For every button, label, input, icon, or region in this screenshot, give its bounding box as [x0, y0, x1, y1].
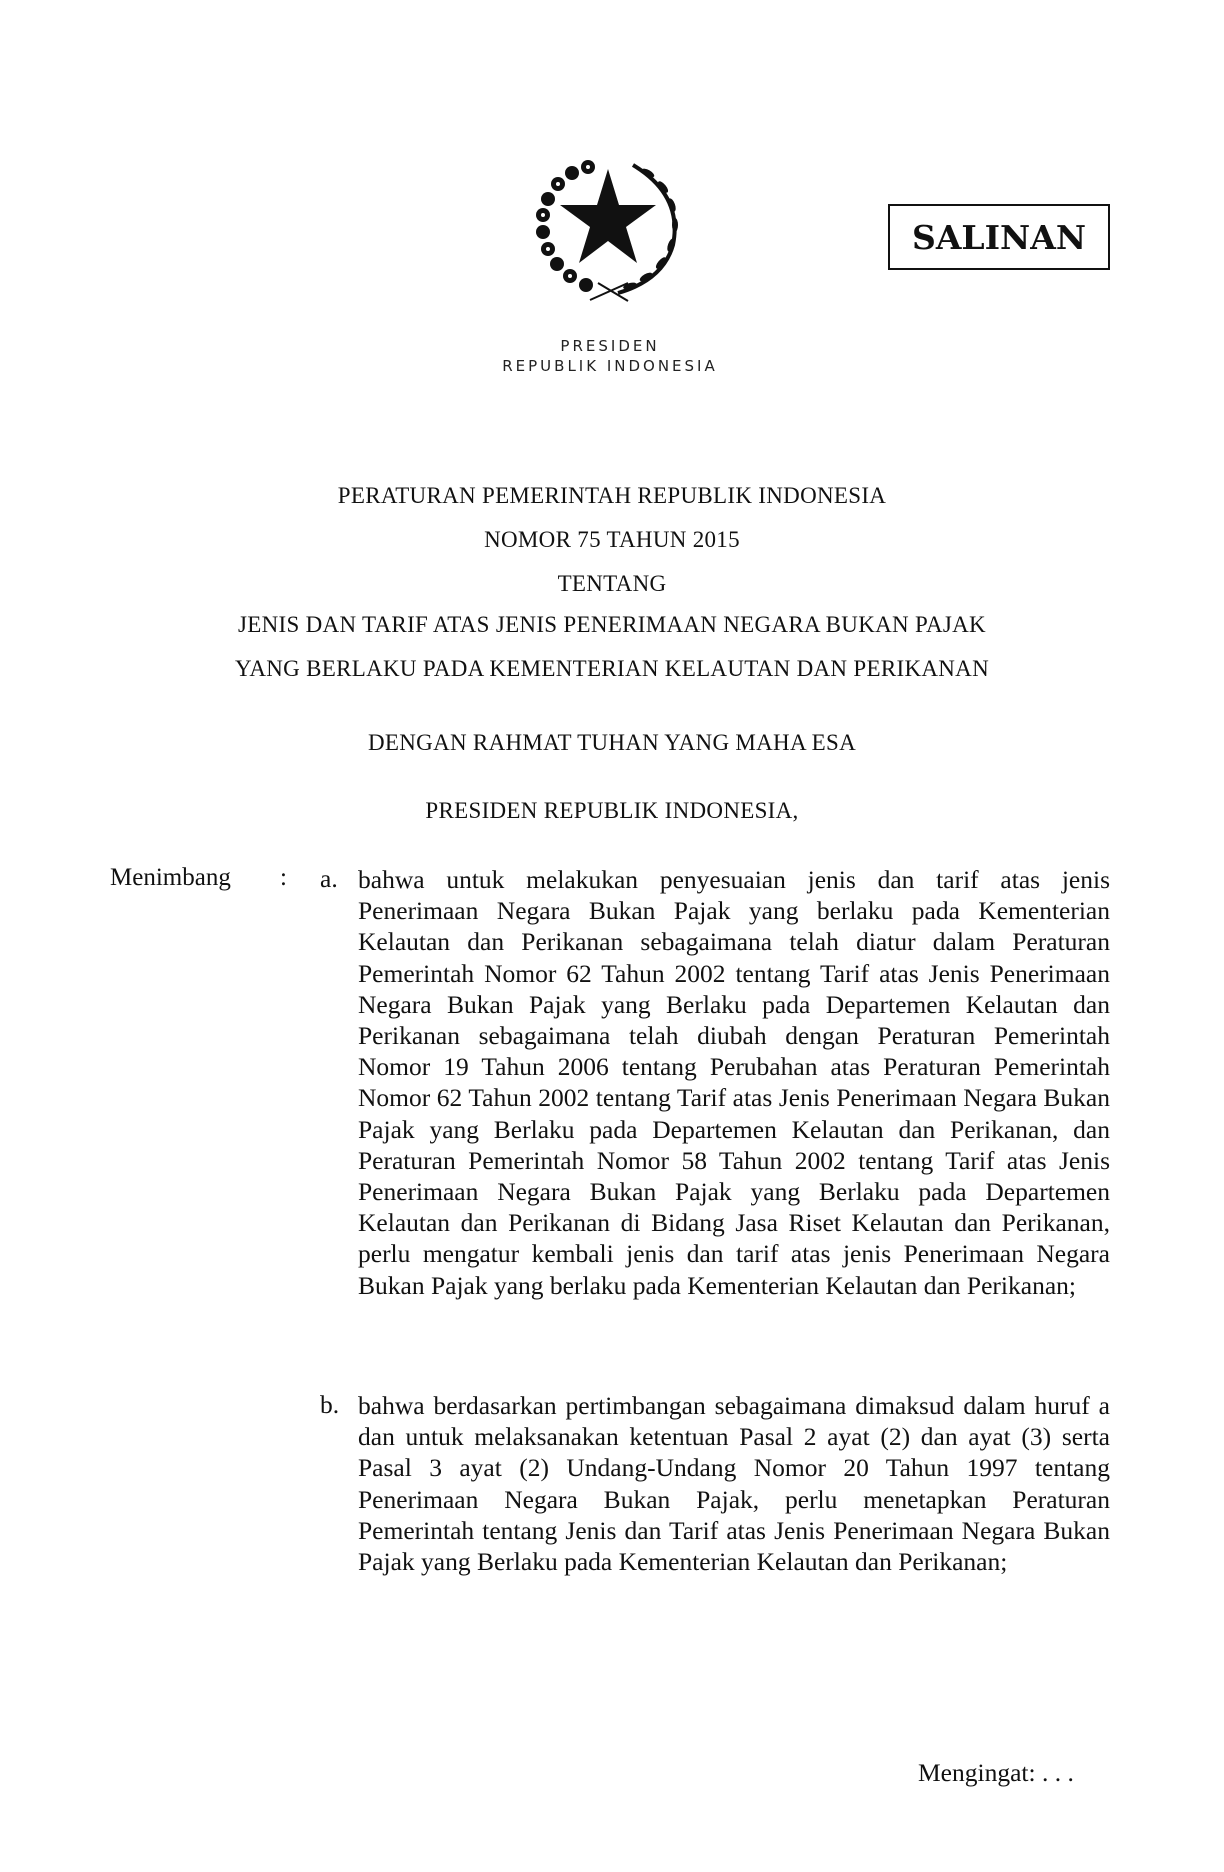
president-heading: PRESIDEN REPUBLIK INDONESIA,: [425, 798, 799, 823]
salinan-stamp: SALINAN: [888, 204, 1110, 270]
item-a-text: bahwa untuk melakukan penyesuaian jenis dan tarif atas jenis Penerimaan Negara Bukan Pajak yang berlaku pada Kementerian Kelautan dan Perikanan sebagaimana telah diatur dalam Peraturan Pemerintah Nomor 62 Tahun 2002 tentang Tarif atas Jenis Penerimaan Negara Bukan Pajak yang Berlaku pada Departemen Kelautan dan Perikanan sebagaimana telah diubah dengan Peraturan Pemerintah Nomor 19 Tahun 2006 tentang Perubahan atas Peraturan Pemerintah Nomor 62 Tahun 2002 tentang Tarif atas Jenis Penerimaan Negara Bukan Pajak yang Berlaku pada Departemen Kelautan dan Perikanan, dan Peraturan Pemerintah Nomor 58 Tahun 2002 tentang Tarif atas Jenis Penerimaan Negara Bukan Pajak yang Berlaku pada Departemen Kelautan dan Perikanan di Bidang Jasa Riset Kelautan dan Perikanan, perlu mengatur kembali jenis dan tarif atas jenis Penerimaan Negara Bukan Pajak yang berlaku pada Kementerian Kelautan dan Perikanan;: [358, 865, 1110, 1300]
item-a-letter: a.: [320, 864, 338, 893]
emblem-caption: [440, 336, 780, 376]
item-b-text: bahwa berdasarkan pertimbangan sebagaimana dimaksud dalam huruf a dan untuk melaksanakan ketentuan Pasal 2 ayat (2) dan ayat (3) serta Pasal 3 ayat (2) Undang-Undang Nomor 20 Tahun 1997 tentang Penerimaan Negara Bukan Pajak, perlu menetapkan Peraturan Pemerintah tentang Jenis dan Tarif atas Jenis Penerimaan Negara Bukan Pajak yang Berlaku pada Kementerian Kelautan dan Perikanan;: [358, 1391, 1110, 1577]
item-b-letter: b.: [320, 1390, 340, 1419]
continuation-marker: Mengingat: . . .: [918, 1758, 1074, 1787]
menimbang-label: Menimbang: [110, 864, 231, 891]
regulation-tentang: TENTANG: [557, 571, 667, 596]
menimbang-colon: :: [280, 864, 287, 891]
emblem-caption-line1: PRESIDEN: [560, 337, 660, 355]
regulation-subject-line1: JENIS DAN TARIF ATAS JENIS PENERIMAAN NEGARA BUKAN PAJAK: [238, 612, 986, 637]
regulation-subject-line2: YANG BERLAKU PADA KEMENTERIAN KELAUTAN DAN PERIKANAN: [234, 656, 989, 681]
emblem-caption-line2: REPUBLIK INDONESIA: [502, 357, 718, 375]
presidential-emblem-icon: [528, 155, 688, 305]
invocation: DENGAN RAHMAT TUHAN YANG MAHA ESA: [367, 730, 857, 755]
regulation-number: NOMOR 75 TAHUN 2015: [484, 527, 740, 552]
regulation-title: PERATURAN PEMERINTAH REPUBLIK INDONESIA: [337, 483, 887, 508]
